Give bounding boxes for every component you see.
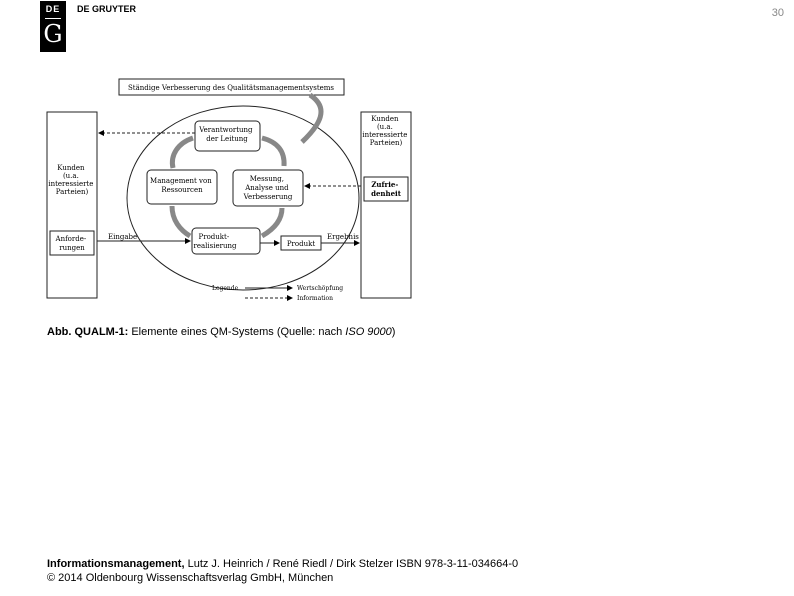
legend-solid-label: Wertschöpfung <box>297 285 344 292</box>
page-number: 30 <box>771 7 784 19</box>
customers-left-label: Kunden (u.a. interessierte Parteien) <box>48 164 94 196</box>
qm-system-diagram <box>40 72 420 312</box>
satisfaction-label: Zufrie- denheit <box>371 180 401 198</box>
resources-label: Management von Ressourcen <box>150 177 212 194</box>
improvement-title: Ständige Verbesserung des Qualitätsmanagementsystems <box>127 84 335 92</box>
realization-label: Produkt- realisierung <box>193 233 237 250</box>
logo-divider <box>45 18 61 19</box>
footer-authors: Lutz J. Heinrich / René Riedl / Dirk Stelzer ISBN 978-3-11-034664-0 <box>184 558 519 570</box>
legend-title: Legende <box>212 285 239 292</box>
footer <box>47 557 518 585</box>
cycle-arrow-bottom-left <box>172 206 190 236</box>
caption-text: Elemente eines QM-Systems (Quelle: nach <box>128 326 346 338</box>
legend-dashed-label: Information <box>297 295 334 302</box>
footer-book-title: Informationsmanagement, <box>47 558 185 570</box>
caption-reference: ISO 9000 <box>345 326 392 338</box>
cycle-arrow-top-left <box>172 138 193 168</box>
output-label: Ergebnis <box>327 233 359 241</box>
footer-line-1 <box>47 557 518 571</box>
realization-box <box>192 228 260 254</box>
caption-label: Abb. QUALM-1: <box>47 326 129 338</box>
customers-right-label: Kunden (u.a. interessierte Parteien) <box>362 115 408 147</box>
cycle-arrow-top-right <box>262 138 284 166</box>
figure-caption <box>47 326 395 338</box>
publisher-logo <box>40 1 66 52</box>
logo-letter: G <box>43 20 63 48</box>
measurement-label: Messung, Analyse und Verbesserung <box>243 175 293 201</box>
cycle-arrow-bottom-right <box>262 208 282 236</box>
logo-top-text: DE <box>45 4 61 14</box>
input-label: Eingabe <box>108 233 138 241</box>
publisher-name: DE GRUYTER <box>77 4 137 14</box>
requirements-label: Anforde- rungen <box>55 235 87 252</box>
footer-copyright: © 2014 Oldenbourg Wissenschaftsverlag GmbH, München <box>47 572 334 584</box>
leadership-label: Verantwortung der Leitung <box>199 126 253 143</box>
product-label: Produkt <box>286 240 316 248</box>
customers-left-panel <box>47 112 97 298</box>
caption-end: ) <box>391 326 396 338</box>
improvement-arrow-outer <box>302 95 321 142</box>
